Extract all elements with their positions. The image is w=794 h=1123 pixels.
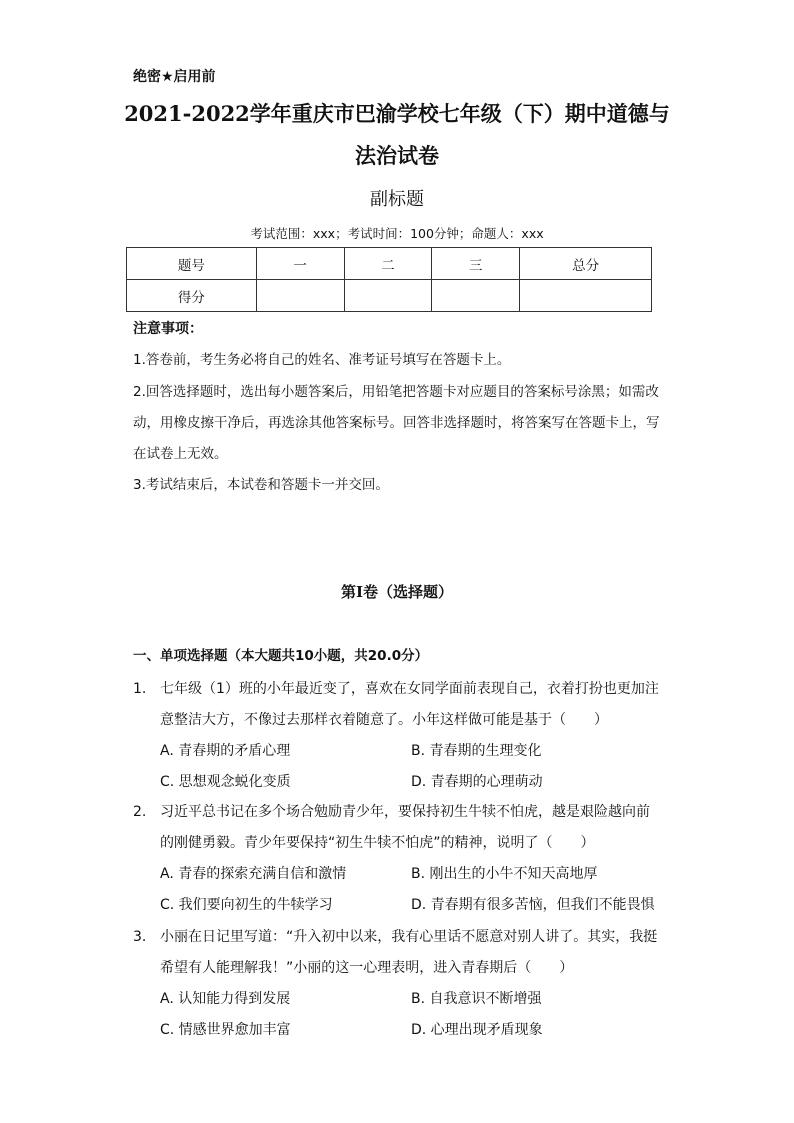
notice-heading: 注意事项：: [133, 321, 203, 337]
section-title: 一、单项选择题（本大题共10小题，共20.0分）: [133, 648, 429, 664]
option-c: C. 情感世界愈加丰富: [160, 1022, 291, 1038]
question-text: 小丽在日记里写道：“升入初中以来，我有心里话不愿意对别人讲了。其实，我挺希望有人能理解我！”小丽的这一心理表明，进入青春期后（ ）: [160, 929, 658, 976]
option-d: D. 心理出现矛盾现象: [411, 1022, 543, 1038]
option-c: C. 思想观念蜕化变质: [160, 774, 291, 790]
score-cell: [256, 280, 344, 312]
question-number: 3.: [133, 929, 147, 945]
exam-subtitle: 副标题: [370, 189, 424, 210]
score-header-cell: 总分: [520, 248, 652, 280]
score-header-cell: 一: [256, 248, 344, 280]
option-a: A. 青春的探索充满自信和激情: [160, 866, 347, 882]
score-table-score-row: [127, 280, 652, 312]
option-d: D. 青春期有很多苦恼，但我们不能畏惧: [411, 897, 655, 913]
score-table: [126, 247, 652, 312]
part-title: 第I卷（选择题）: [340, 583, 454, 601]
exam-info: 考试范围：xxx；考试时间：100分钟；命题人：xxx: [250, 226, 544, 241]
notice-item: 2.回答选择题时，选出每小题答案后，用铅笔把答题卡对应题目的答案标号涂黑；如需改动，用橡皮擦干净后，再选涂其他答案标号。回答非选择题时，将答案写在答题卡上，写在试卷上无效。: [133, 384, 660, 462]
score-table-header-row: [127, 248, 652, 280]
exam-title-line-1: 2021-2022学年重庆市巴渝学校七年级（下）期中道德与: [124, 101, 670, 126]
option-b: B. 青春期的生理变化: [411, 743, 542, 759]
notice-item: 3.考试结束后，本试卷和答题卡一并交回。: [133, 477, 389, 493]
score-header-cell: 题号: [127, 248, 257, 280]
notice-item: 1.答卷前，考生务必将自己的姓名、准考证号填写在答题卡上。: [133, 352, 511, 368]
question-number: 2.: [133, 804, 147, 820]
score-cell: [520, 280, 652, 312]
option-d: D. 青春期的心理萌动: [411, 774, 543, 790]
option-b: B. 刚出生的小牛不知天高地厚: [411, 866, 598, 882]
score-cell: [344, 280, 432, 312]
score-cell: [432, 280, 520, 312]
score-header-cell: 三: [432, 248, 520, 280]
option-a: A. 认知能力得到发展: [160, 991, 291, 1007]
option-c: C. 我们要向初生的牛犊学习: [160, 897, 333, 913]
option-b: B. 自我意识不断增强: [411, 991, 542, 1007]
confidential-label: 绝密★启用前: [133, 69, 216, 85]
exam-title-line-2: 法治试卷: [355, 143, 439, 168]
score-row-label: 得分: [127, 280, 257, 312]
question-text: 七年级（1）班的小年最近变了，喜欢在女同学面前表现自己，衣着打扮也更加注意整洁大方，不像过去那样衣着随意了。小年这样做可能是基于（ ）: [160, 681, 659, 728]
score-header-cell: 二: [344, 248, 432, 280]
question-text: 习近平总书记在多个场合勉励青少年，要保持初生牛犊不怕虎，越是艰险越向前的刚健勇毅。青少年要保持“初生牛犊不怕虎”的精神，说明了（ ）: [160, 804, 650, 851]
question-number: 1.: [133, 681, 147, 697]
option-a: A. 青春期的矛盾心理: [160, 743, 291, 759]
